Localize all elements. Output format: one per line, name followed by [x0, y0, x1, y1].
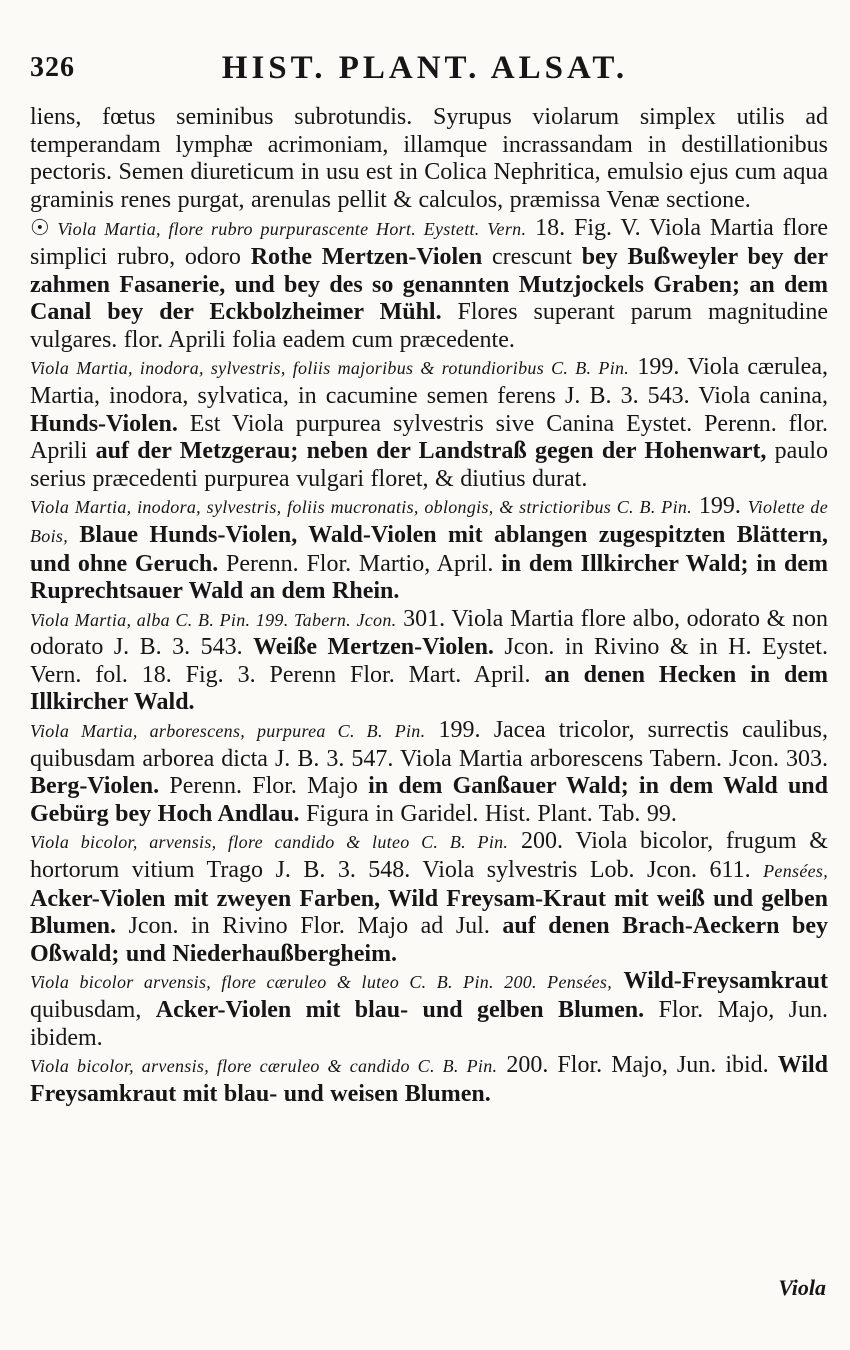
- pilcrow-sun-symbol: ☉: [30, 215, 50, 241]
- german-fraktur-text: auf der Metzgerau; neben der Landstraß gegen der Hohenwart,: [95, 438, 767, 465]
- paragraph: [30, 354, 828, 493]
- german-fraktur-text: Weiße Mertzen-Violen.: [253, 634, 494, 661]
- latin-text: [68, 522, 79, 548]
- running-title: HIST. PLANT. ALSAT.: [221, 50, 629, 86]
- paragraph: [30, 1052, 828, 1108]
- italic-citation: Viola Martia, alba C. B. Pin. 199. Tabern. Jcon.: [30, 609, 397, 630]
- german-fraktur-text: Wild Freysamkraut mit blau- und weisen Blumen.: [30, 1052, 828, 1107]
- latin-text: 199.: [691, 493, 748, 520]
- paragraph: [30, 104, 828, 214]
- german-fraktur-text: Acker-Violen mit zweyen Farben, Wild Freysam-Kraut mit weiß und gelben Blumen.: [30, 885, 828, 940]
- paragraph: [30, 606, 828, 717]
- latin-text: Jcon. in Rivino & in H. Eystet. Vern. fol. 18. Fig. 3. Perenn Flor. Mart. April.: [30, 634, 828, 688]
- paragraph: [30, 493, 828, 605]
- latin-text: Est Viola purpurea sylvestris sive Canina Eystet. Perenn. flor. Aprili: [30, 410, 828, 465]
- latin-text: Flor. Majo, Jun. ibidem.: [30, 997, 829, 1051]
- latin-text: quibusdam,: [30, 997, 156, 1023]
- italic-citation: Viola Martia, inodora, sylvestris, foliis majoribus & rotundioribus C. B. Pin.: [30, 358, 630, 379]
- paragraph: [30, 828, 828, 968]
- italic-citation: Violette de Bois,: [30, 497, 828, 546]
- german-fraktur-text: Rothe Mertzen-Violen: [250, 243, 483, 270]
- latin-text: 200. Flor. Majo, Jun. ibid.: [497, 1052, 778, 1079]
- latin-text: 301. Viola Martia flore albo, odorato & non odorato J. B. 3. 543.: [30, 605, 828, 661]
- page-header: [30, 48, 820, 100]
- latin-text: 199. Jacea tricolor, surrectis caulibus, quibusdam arborea dicta J. B. 3. 547. Viola Martia arborescens Tabern. Jcon. 303.: [30, 717, 829, 772]
- latin-text: Flores superant parum magnitudine vulgares. flor. Aprili folia eadem cum præcedente.: [30, 299, 828, 353]
- latin-text: Figura in Garidel. Hist. Plant. Tab. 99.: [299, 800, 677, 827]
- latin-text: 200. Viola bicolor, frugum & hortorum vitium Trago J. B. 3. 548. Viola sylvestris Lob. Jcon. 611.: [30, 828, 828, 884]
- latin-text: Perenn. Flor. Martio, April.: [218, 550, 502, 577]
- latin-text: 18. Fig. V. Viola Martia flore simplici rubro, odoro: [30, 215, 828, 270]
- catchword: Viola: [778, 1275, 826, 1300]
- paragraph: [30, 968, 828, 1052]
- german-fraktur-text: Wild-Freysamkraut: [623, 968, 828, 995]
- german-fraktur-text: Blaue Hunds-Violen, Wald-Violen mit ablangen zugespitzten Blättern, und ohne Geruch.: [30, 521, 829, 577]
- page-number: 326: [30, 52, 75, 83]
- latin-text: paulo serius præcedenti purpurea vulgari floret, & diutius durat.: [30, 438, 828, 492]
- german-fraktur-text: in dem Illkircher Wald; in dem Ruprechtsauer Wald an dem Rhein.: [30, 550, 829, 605]
- italic-citation: Viola bicolor, arvensis, flore cæruleo & candido C. B. Pin.: [30, 1056, 498, 1077]
- german-fraktur-text: in dem Ganßauer Wald; in dem Wald und Gebürg bey Hoch Andlau.: [30, 773, 828, 827]
- german-fraktur-text: Acker-Violen mit blau- und gelben Blumen.: [155, 997, 645, 1023]
- italic-citation: Viola Martia, inodora, sylvestris, foliis mucronatis, oblongis, & strictioribus C. B. Pin.: [30, 497, 692, 518]
- body-text: [30, 104, 828, 1108]
- italic-citation: Viola Martia, arborescens, purpurea C. B. Pin.: [30, 721, 426, 742]
- latin-text: Jcon. in Rivino Flor. Majo ad Jul.: [116, 913, 503, 940]
- german-fraktur-text: Hunds-Violen.: [30, 410, 178, 437]
- latin-text: liens, fœtus seminibus subrotundis. Syrupus violarum simplex utilis ad temperandam lymphæ acrimoniam, illamque incrassandam in destillationibus pectoris. Semen diureticum in usu est in Colica Nephritica, emulsio ejus cum aqua graminis renes purgat, arenulas pellit & calculos, præmissa Venæ sectione.: [30, 104, 828, 213]
- latin-text: 199. Viola cærulea, Martia, inodora, sylvatica, in cacumine semen ferens J. B. 3. 543. Viola canina,: [30, 354, 828, 409]
- german-fraktur-text: bey Bußweyler bey der zahmen Fasanerie, und bey des so genannten Mutzjockels Graben; an dem Canal bey der Eckbolzheimer Mühl.: [30, 243, 828, 326]
- italic-citation: Viola Martia, flore rubro purpurascente Hort. Eystett. Vern.: [49, 219, 527, 240]
- paragraph: [30, 214, 828, 354]
- german-fraktur-text: Berg-Violen.: [30, 773, 160, 800]
- italic-citation: Viola bicolor arvensis, flore cæruleo & luteo C. B. Pin. 200. Pensées,: [30, 972, 613, 993]
- latin-text: Perenn. Flor. Majo: [159, 773, 369, 800]
- latin-text: [612, 968, 624, 994]
- italic-citation: Pensées,: [763, 861, 828, 882]
- italic-citation: Viola bicolor, arvensis, flore candido & luteo C. B. Pin.: [30, 832, 509, 853]
- german-fraktur-text: auf denen Brach-Aeckern bey Oßwald; und Niederhaußbergheim.: [30, 913, 828, 967]
- latin-text: crescunt: [482, 243, 582, 270]
- paragraph: [30, 717, 828, 828]
- german-fraktur-text: an denen Hecken in dem Illkircher Wald.: [30, 661, 829, 716]
